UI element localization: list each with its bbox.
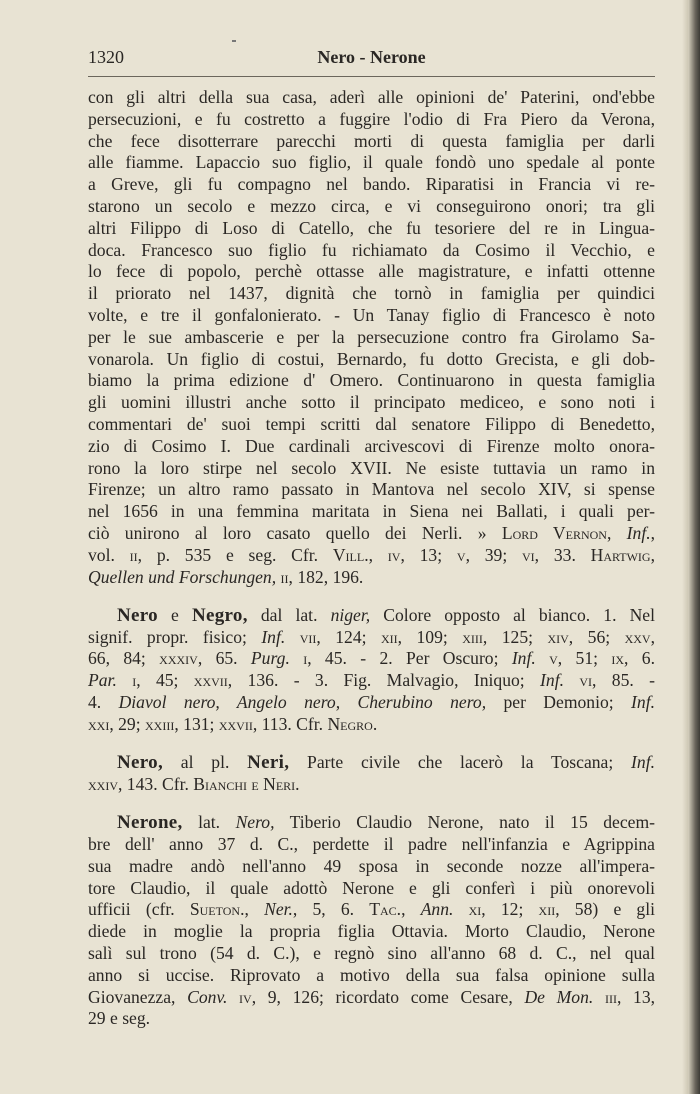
text-segment: , 109; (397, 626, 463, 647)
text-segment: salì sul trono (54 d. C.), e regnò sino all'anno 68 d. C., nel qual (88, 942, 655, 963)
text-segment: persecuzioni, e fu costretto a fuggire l'odio di Fra Piero da Verona, (88, 108, 655, 129)
text-line (88, 87, 655, 109)
italic-citation: Nero, (235, 812, 275, 833)
text-segment: , 131; (174, 713, 219, 734)
text-segment: , (650, 544, 656, 565)
text-line (88, 414, 655, 436)
text-segment: , 39; (465, 544, 522, 565)
italic-citation: Inf. (626, 522, 651, 543)
page-number: 1320 (88, 47, 124, 67)
small-caps-reference: i (303, 648, 308, 669)
text-line (88, 240, 655, 262)
text-segment (290, 648, 303, 668)
text-segment: , 51; (557, 648, 612, 669)
text-line (88, 349, 655, 371)
small-caps-reference: ii (129, 544, 138, 565)
text-line (88, 327, 655, 349)
text-line (88, 899, 655, 921)
text-segment: con gli altri della sua casa, aderì alle opinioni de' Paterini, ond'ebbe (88, 87, 655, 107)
text-segment: anno si uccise. Riprovato a motivo della sua falsa opinione sulla (88, 964, 655, 985)
text-line (88, 109, 655, 131)
text-segment: bre dell' anno 37 d. C., perdette il padre nell'infanzia e Agrippina (88, 834, 655, 854)
entry-continuation (88, 87, 655, 588)
text-line (88, 627, 655, 649)
small-caps-reference: Negro (327, 713, 373, 734)
italic-citation: Quellen und Forschungen, (88, 566, 277, 587)
small-caps-reference: vi (522, 544, 535, 565)
text-line (88, 567, 655, 589)
text-segment: nel 1656 in una femmina maritata in Siena nei Ballati, i quali per- (88, 501, 655, 522)
text-line (88, 965, 655, 987)
text-segment (564, 670, 579, 690)
text-segment: per Demonio; (486, 692, 632, 713)
small-caps-reference: xxvii (218, 713, 253, 734)
text-segment: , 33. (534, 544, 591, 565)
text-segment: , 6. (624, 648, 655, 669)
text-line (88, 943, 655, 965)
page-edge (688, 0, 700, 1094)
text-segment: alle fiamme. Lapaccio suo figlio, il quale fondò uno spedale al ponte (88, 152, 655, 173)
text-segment: 4. (88, 692, 119, 713)
text-segment: , 12; (481, 899, 539, 920)
text-line (88, 283, 655, 305)
text-segment: Parte civile che lacerò la Toscana; (289, 752, 632, 773)
small-caps-reference: vi (579, 670, 593, 691)
text-segment: e (157, 604, 192, 625)
text-line (88, 131, 655, 153)
text-segment: , 125; (482, 626, 548, 647)
text-line (88, 774, 655, 796)
small-caps-reference: v (456, 544, 466, 565)
text-line (88, 670, 655, 692)
text-segment (227, 987, 239, 1007)
text-segment: dal lat. (247, 604, 331, 625)
small-caps-reference: Lord Vernon (501, 522, 607, 543)
text-segment (117, 670, 132, 690)
text-segment: a Greve, gli fu compagno nel bando. Riparatisi in Francia vi re- (88, 174, 655, 195)
text-line (88, 692, 655, 714)
text-segment: vol. (88, 544, 130, 565)
text-segment: commentari de' suoi tempi scritti dal senatore Filippo di Benedetto, (88, 413, 655, 434)
running-header (88, 47, 655, 71)
text-segment: , 13, (616, 986, 656, 1007)
text-segment: , p. 535 e seg. Cfr. (137, 544, 333, 565)
text-segment: volte, e tre il gonfalonierato. - Un Tanay figlio di Francesco è noto (88, 304, 655, 325)
text-line (88, 436, 655, 458)
text-segment: starono un secolo e mezzo circa, e vi conseguirono onori; tra gli (88, 195, 655, 216)
text-segment: Tiberio Claudio Nerone, nato il 15 decem- (274, 812, 656, 833)
text-segment: rono la loro stirpe nel secolo XVII. Ne esiste tuttavia un ramo in (88, 457, 655, 478)
text-segment: , 58) e gli (555, 899, 656, 920)
italic-citation: Purg. (250, 648, 290, 669)
text-line (88, 812, 655, 834)
small-caps-reference: xxi (88, 713, 110, 734)
headword: Negro, (191, 604, 248, 626)
text-segment: , 56; (568, 626, 625, 647)
headword: Neri, (247, 752, 290, 774)
headword: Nerone, (117, 812, 183, 834)
small-caps-reference: xxvii (193, 670, 228, 691)
text-segment: al pl. (163, 752, 248, 773)
text-segment: tore Claudio, il quale adottò Nerone e gli conferì i più onorevoli (88, 877, 655, 898)
text-segment: , 45. - 2. Per Oscuro; (307, 648, 512, 669)
text-segment: altri Filippo di Loso di Catello, che fu tesoriere del re in Lingua- (88, 217, 655, 238)
text-line (88, 305, 655, 327)
text-line (88, 523, 655, 545)
italic-citation: Conv. (187, 986, 228, 1007)
text-line (88, 752, 655, 774)
text-line (88, 152, 655, 174)
text-segment: , 143. Cfr. (118, 773, 194, 794)
text-segment: vonarola. Un figlio di costui, Bernardo, fu dotto Grecista, e gli dob- (88, 348, 655, 369)
text-line (88, 987, 655, 1009)
text-line (88, 458, 655, 480)
small-caps-reference: iv (387, 544, 401, 565)
text-segment: ciò unirono al loro casato quello dei Nerli. » (88, 522, 502, 543)
italic-citation: Inf. (261, 626, 286, 647)
text-line (88, 714, 655, 736)
text-segment: , (650, 522, 656, 543)
text-segment: , 5, 6. (292, 899, 370, 920)
text-segment: . (372, 713, 378, 734)
small-caps-reference: xi (468, 899, 482, 920)
text-segment: , 182, 196. (288, 566, 364, 587)
italic-citation: Ner. (264, 899, 293, 920)
text-segment: , 9, 126; ricordato come Cesare, (251, 986, 525, 1007)
text-line (88, 856, 655, 878)
dictionary-entry (88, 605, 655, 736)
text-segment: , 65. (197, 648, 251, 669)
text-line (88, 501, 655, 523)
running-title: Nero - Nerone (317, 47, 426, 67)
small-caps-reference: xiii (462, 626, 483, 647)
text-line (88, 261, 655, 283)
print-mark (232, 40, 236, 42)
text-line (88, 196, 655, 218)
text-segment: , (244, 899, 265, 920)
small-caps-reference: Hartwig (590, 544, 651, 565)
small-caps-reference: ii (280, 566, 289, 587)
text-segment: , 29; (109, 713, 146, 734)
text-segment: , (650, 626, 655, 647)
text-segment: diede in moglie la propria figlia Ottavia. Morto Claudio, Nerone (88, 921, 655, 942)
text-line (88, 392, 655, 414)
page-body (88, 87, 655, 1047)
small-caps-reference: ix (611, 648, 625, 669)
small-caps-reference: iii (604, 986, 617, 1007)
dictionary-entry (88, 752, 655, 796)
text-segment (536, 648, 549, 668)
text-segment: . (295, 773, 300, 794)
text-segment (453, 899, 468, 919)
text-line (88, 218, 655, 240)
small-caps-reference: xiv (547, 626, 569, 647)
text-segment: Giovanezza, (88, 986, 188, 1007)
text-segment: per le sue ambascerie e per la persecuzione contro fra Girolamo Sa- (88, 326, 655, 347)
text-segment: lat. (182, 812, 236, 833)
dictionary-entry (88, 812, 655, 1030)
small-caps-reference: xxxiv (159, 648, 198, 669)
small-caps-reference: vii (299, 626, 317, 647)
italic-citation: De Mon. (524, 986, 594, 1007)
small-caps-reference: xxiv (88, 773, 118, 794)
italic-citation: Par. (88, 670, 117, 691)
text-segment: 29 e seg. (88, 1008, 151, 1029)
text-segment: , (401, 899, 421, 920)
small-caps-reference: xxv (624, 626, 651, 647)
text-segment: ufficii (cfr. (88, 899, 190, 920)
small-caps-reference: Tac. (369, 899, 402, 920)
italic-citation: Inf. (631, 752, 655, 773)
small-caps-reference: Bianchi e Neri (193, 773, 296, 794)
text-line (88, 174, 655, 196)
italic-citation: niger, (330, 604, 371, 625)
small-caps-reference: Vill. (332, 544, 369, 565)
text-segment: zio di Cosimo I. Due cardinali arcivescovi di Firenze molto onora- (88, 435, 655, 456)
italic-citation: Ann. (420, 899, 454, 920)
text-segment: , 136. - 3. Fig. Malvagio, Iniquo; (227, 670, 541, 691)
italic-citation: Diavol nero, Angelo nero, Cherubino nero, (118, 692, 487, 713)
text-line (88, 479, 655, 501)
small-caps-reference: iv (239, 986, 252, 1007)
text-segment: , (606, 522, 627, 543)
text-segment: il priorato nel 1437, dignità che tornò in famiglia per quindici (88, 283, 655, 304)
text-segment: signif. propr. fisico; (88, 626, 262, 647)
text-segment: Firenze; un altro ramo passato in Mantova nel secolo XIV, si spense (88, 479, 655, 500)
headword: Nero (117, 604, 158, 626)
text-segment (593, 987, 605, 1007)
headword: Nero, (117, 752, 163, 774)
text-segment: , 85. - (592, 670, 655, 691)
text-line (88, 921, 655, 943)
text-segment: , 124; (316, 626, 381, 647)
text-segment: sua madre andò nell'anno 49 sposa in seconde nozze all'impera- (88, 855, 655, 876)
text-line (88, 1008, 655, 1030)
text-segment (285, 627, 299, 647)
text-segment: , (368, 544, 388, 565)
small-caps-reference: xii (380, 626, 398, 647)
text-line (88, 834, 655, 856)
text-line (88, 605, 655, 627)
italic-citation: Inf. (540, 670, 564, 691)
small-caps-reference: v (549, 648, 558, 669)
text-segment: doca. Francesco suo figlio fu richiamato da Cosimo il Vecchio, e (88, 239, 655, 260)
header-rule (88, 76, 655, 77)
text-segment: , 13; (400, 544, 457, 565)
text-segment: , 45; (136, 670, 194, 691)
text-segment: che fece disotterrare parecchi morti di questa famiglia per darli (88, 130, 655, 151)
italic-citation: Inf. (511, 648, 536, 669)
text-line (88, 648, 655, 670)
text-segment: 66, 84; (88, 648, 160, 669)
small-caps-reference: xii (538, 899, 556, 920)
text-line (88, 545, 655, 567)
text-segment: , 113. Cfr. (252, 713, 328, 734)
text-segment: gli uomini illustri anche sotto il principato mediceo, e sono noti i (88, 392, 655, 413)
italic-citation: Inf. (631, 692, 655, 713)
small-caps-reference: Sueton. (189, 899, 245, 920)
text-line (88, 878, 655, 900)
small-caps-reference: xxiii (145, 713, 175, 734)
text-segment: Colore opposto al bianco. 1. Nel (370, 604, 655, 625)
text-line (88, 370, 655, 392)
text-segment: lo fece di popolo, perchè ottasse alle magistrature, e infatti ottenne (88, 261, 655, 282)
text-segment: biamo la prima edizione d' Omero. Continuarono in questa famiglia (88, 370, 655, 391)
small-caps-reference: i (132, 670, 137, 691)
